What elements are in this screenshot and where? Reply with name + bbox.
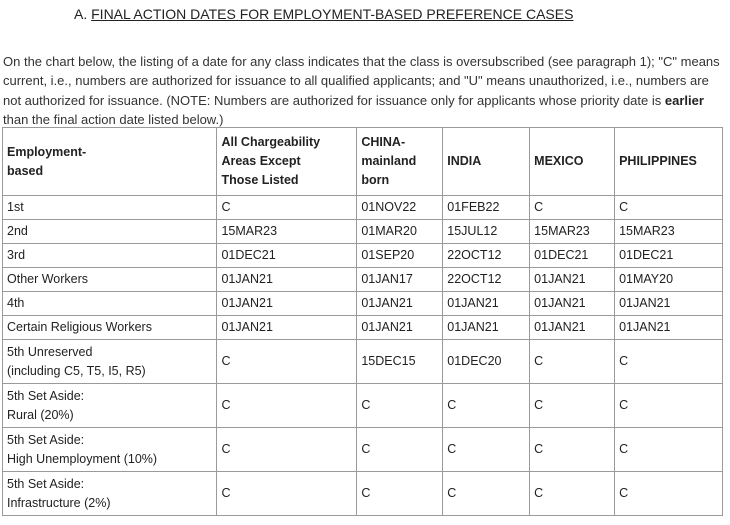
cell-philippines: 01MAY20 xyxy=(615,268,723,292)
header-mexico: MEXICO xyxy=(530,128,615,196)
cell-category: Certain Religious Workers xyxy=(3,316,217,340)
cell-india: C xyxy=(443,384,530,428)
cell-philippines: 01JAN21 xyxy=(615,292,723,316)
intro-text-after: than the final action date listed below.) xyxy=(3,112,224,128)
cell-philippines: C xyxy=(615,428,723,472)
intro-emphasis: earlier xyxy=(664,92,704,108)
cell-philippines: C xyxy=(615,196,723,220)
cell-all-chargeability: C xyxy=(217,340,357,384)
cell-mexico: 01JAN21 xyxy=(530,316,615,340)
cell-philippines: 15MAR23 xyxy=(615,220,723,244)
cell-mexico: C xyxy=(530,384,615,428)
table-row xyxy=(3,292,723,316)
table-body xyxy=(3,196,723,516)
cell-philippines: C xyxy=(615,384,723,428)
cell-mexico: C xyxy=(530,428,615,472)
section-letter: A. xyxy=(74,6,88,22)
cell-philippines: 01DEC21 xyxy=(615,244,723,268)
cell-india: 01JAN21 xyxy=(443,292,530,316)
header-employment-based-text: Employment-based xyxy=(7,144,87,178)
table-row xyxy=(3,316,723,340)
cell-all-chargeability: 15MAR23 xyxy=(217,220,357,244)
header-india: INDIA xyxy=(443,128,530,196)
cell-india: 01DEC20 xyxy=(443,340,530,384)
cell-india: 22OCT12 xyxy=(443,244,530,268)
cell-china: 01NOV22 xyxy=(357,196,443,220)
cell-china: C xyxy=(357,428,443,472)
cell-category: 1st xyxy=(3,196,217,220)
cell-china: 01JAN17 xyxy=(357,268,443,292)
cell-category: 4th xyxy=(3,292,217,316)
cell-china: 01JAN21 xyxy=(357,292,443,316)
cell-mexico: 01JAN21 xyxy=(530,292,615,316)
cell-mexico: 01DEC21 xyxy=(530,244,615,268)
cell-category: 5th Set Aside: Rural (20%) xyxy=(3,384,217,428)
cell-mexico: C xyxy=(530,196,615,220)
cell-category: 5th Set Aside: Infrastructure (2%) xyxy=(3,472,217,516)
cell-philippines: C xyxy=(615,340,723,384)
cell-category: Other Workers xyxy=(3,268,217,292)
table-row xyxy=(3,428,723,472)
cell-india: 15JUL12 xyxy=(443,220,530,244)
table-header-row xyxy=(3,128,723,196)
cell-all-chargeability: 01DEC21 xyxy=(217,244,357,268)
intro-text-before: On the chart below, the listing of a date for any class indicates that the class is oversubscribed (see paragraph 1); "C" means current, i.e., numbers are authorized for issuance to all qualified applicants; and "U" means unauthorized, i.e., numbers are not authorized for issuance. (NOTE: Numbers are authorized for issuance only for applicants whose priority date is xyxy=(3,54,720,108)
cell-china: 01JAN21 xyxy=(357,316,443,340)
cell-all-chargeability: C xyxy=(217,428,357,472)
table-row xyxy=(3,472,723,516)
cell-all-chargeability: 01JAN21 xyxy=(217,316,357,340)
cell-category: 5th Set Aside: High Unemployment (10%) xyxy=(3,428,217,472)
cell-mexico: C xyxy=(530,472,615,516)
table-row xyxy=(3,244,723,268)
header-employment-based xyxy=(3,128,217,196)
cell-all-chargeability: 01JAN21 xyxy=(217,292,357,316)
header-philippines: PHILIPPINES xyxy=(615,128,723,196)
table-row xyxy=(3,196,723,220)
cell-category: 3rd xyxy=(3,244,217,268)
cell-category: 5th Unreserved (including C5, T5, I5, R5) xyxy=(3,340,217,384)
header-all-chargeability-text: All Chargeability Areas Except Those Listed xyxy=(221,135,321,187)
cell-philippines: C xyxy=(615,472,723,516)
cell-india: C xyxy=(443,428,530,472)
header-china xyxy=(357,128,443,196)
cell-india: 01JAN21 xyxy=(443,316,530,340)
cell-mexico: 15MAR23 xyxy=(530,220,615,244)
cell-mexico: 01JAN21 xyxy=(530,268,615,292)
cell-china: 15DEC15 xyxy=(357,340,443,384)
cell-india: 22OCT12 xyxy=(443,268,530,292)
cell-mexico: C xyxy=(530,340,615,384)
cell-china: C xyxy=(357,472,443,516)
table-row xyxy=(3,384,723,428)
section-title: FINAL ACTION DATES FOR EMPLOYMENT-BASED PREFERENCE CASES xyxy=(91,6,574,22)
cell-all-chargeability: C xyxy=(217,472,357,516)
cell-china: 01SEP20 xyxy=(357,244,443,268)
cell-india: C xyxy=(443,472,530,516)
cell-category: 2nd xyxy=(3,220,217,244)
cell-china: C xyxy=(357,384,443,428)
table-row xyxy=(3,220,723,244)
header-china-text: CHINA-mainland born xyxy=(361,135,417,187)
cell-all-chargeability: C xyxy=(217,196,357,220)
cell-china: 01MAR20 xyxy=(357,220,443,244)
final-action-dates-table xyxy=(2,127,723,516)
cell-philippines: 01JAN21 xyxy=(615,316,723,340)
cell-india: 01FEB22 xyxy=(443,196,530,220)
header-all-chargeability xyxy=(217,128,357,196)
section-heading xyxy=(74,6,573,22)
table-row xyxy=(3,340,723,384)
cell-all-chargeability: 01JAN21 xyxy=(217,268,357,292)
cell-all-chargeability: C xyxy=(217,384,357,428)
table-row xyxy=(3,268,723,292)
intro-paragraph xyxy=(3,52,725,130)
